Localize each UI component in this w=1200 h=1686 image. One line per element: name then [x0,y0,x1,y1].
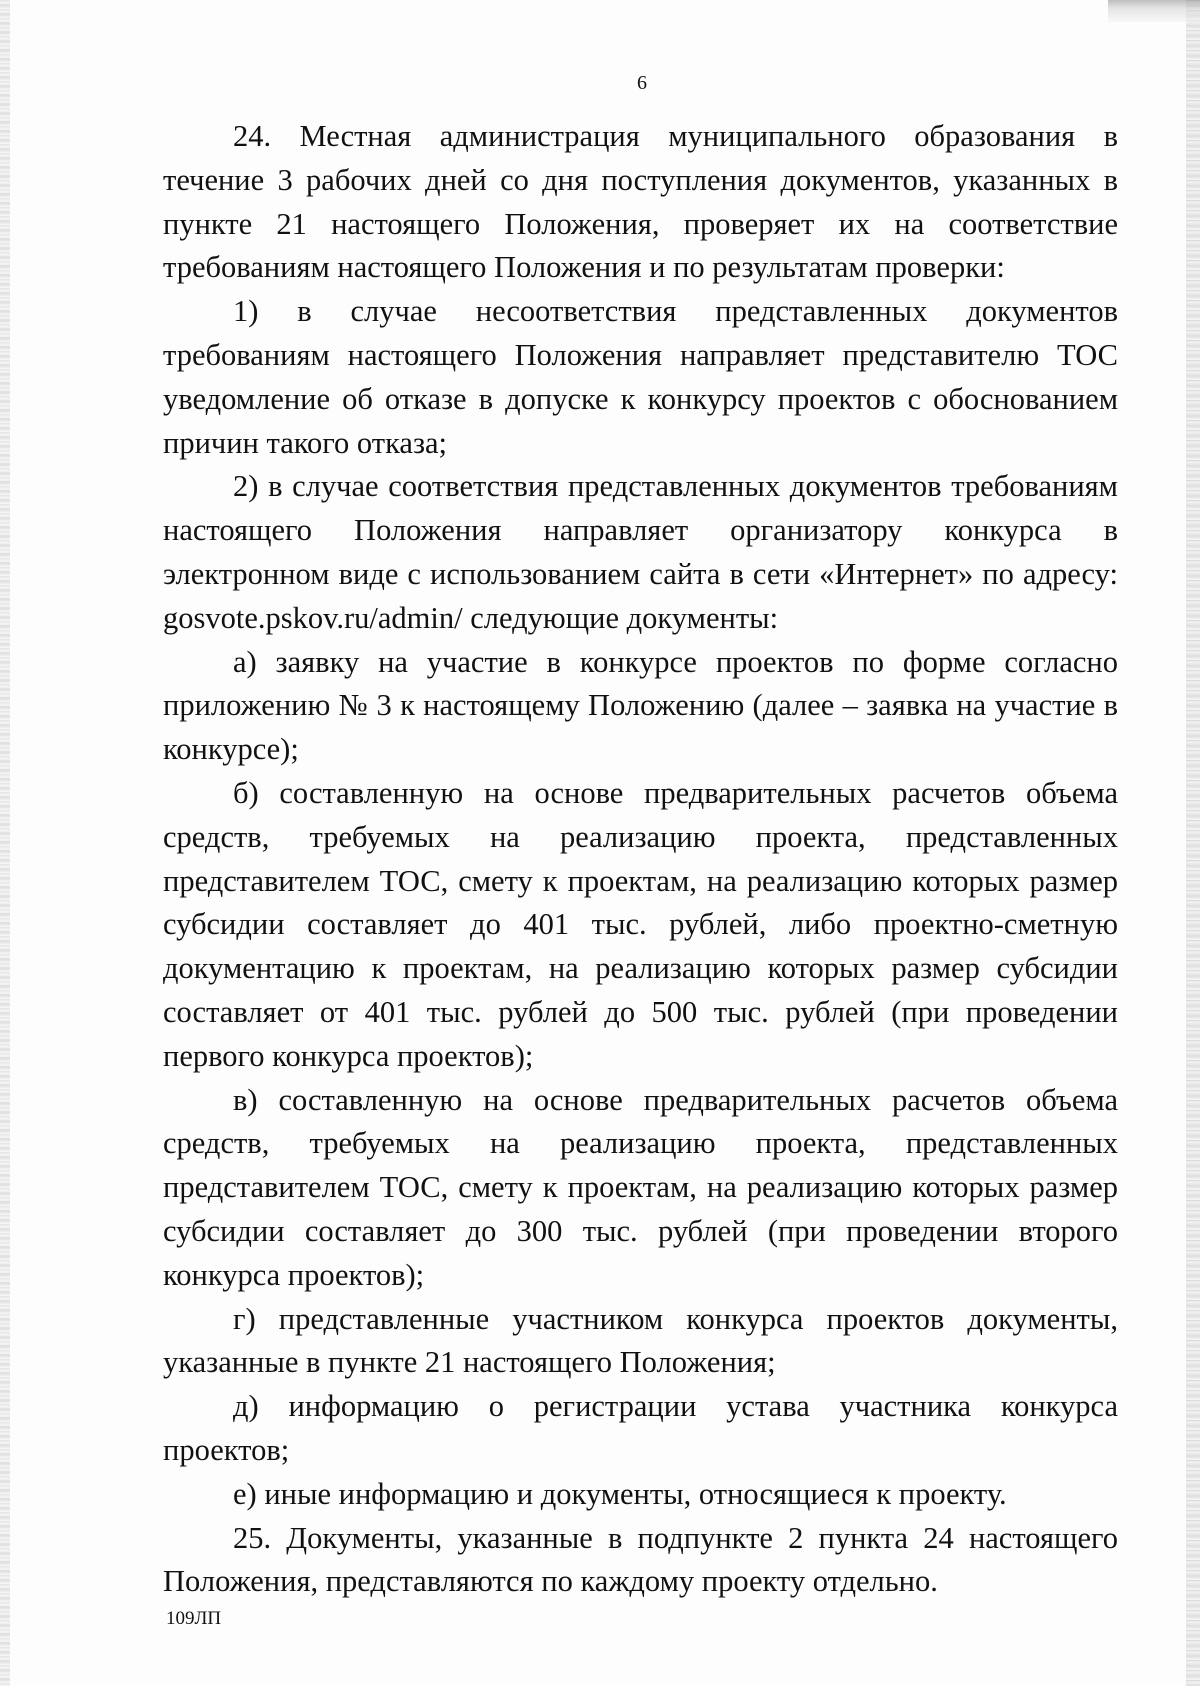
scan-edge-right [1186,0,1200,1686]
subitem-e: е) иные информацию и документы, относящиеся к проекту. [233,1476,1007,1511]
subitem-d: д) информацию о регистрации устава участника конкурса проектов; [163,1389,1118,1467]
subitem-b: б) составленную на основе предварительных расчетов объема средств, требуемых на реализацию проекта, представленных представителем ТОС, смету к проектам, на реализацию которых размер субсидии составляет до 401 тыс. рублей, либо проектно-сметную документацию к проектам, на реализацию которых размер субсидии составляет от 401 тыс. рублей до 500 тыс. рублей (при проведении первого конкурса проектов); [163,775,1118,1073]
item-1: 1) в случае несоответствия представленных документов требованиям настоящего Положения направляет представителю ТОС уведомление об отказе в допуске к конкурсу проектов с обоснованием причин такого отказа; [163,294,1118,460]
page-number: 6 [637,72,647,94]
document-body [163,115,1118,1604]
paragraph-24: 24. Местная администрация муниципального образования в течение 3 рабочих дней со дня поступления документов, указанных в пункте 21 настоящего Положения, проверяет их на соответствие требованиям настоящего Положения и по результатам проверки: [163,119,1118,285]
scan-edge-left [0,0,10,1686]
scan-corner-shadow [1108,0,1200,22]
document-code: 109ЛП [166,1608,222,1629]
subitem-a: а) заявку на участие в конкурсе проектов по форме согласно приложению № 3 к настоящему Положению (далее – заявка на участие в конкурсе); [163,644,1118,767]
paragraph-25: 25. Документы, указанные в подпункте 2 пункта 24 настоящего Положения, представляются по каждому проекту отдельно. [163,1520,1118,1599]
subitem-v: в) составленную на основе предварительных расчетов объема средств, требуемых на реализацию проекта, представленных представителем ТОС, смету к проектам, на реализацию которых размер субсидии составляет до 300 тыс. рублей (при проведении второго конкурса проектов); [163,1082,1118,1292]
subitem-g: г) представленные участником конкурса проектов документы, указанные в пункте 21 настоящего Положения; [163,1301,1118,1380]
item-2: 2) в случае соответствия представленных документов требованиям настоящего Положения направляет организатору конкурса в электронном виде с использованием сайта в сети «Интернет» по адресу: gosvote.pskov.ru/admin/ следующие документы: [163,469,1118,635]
